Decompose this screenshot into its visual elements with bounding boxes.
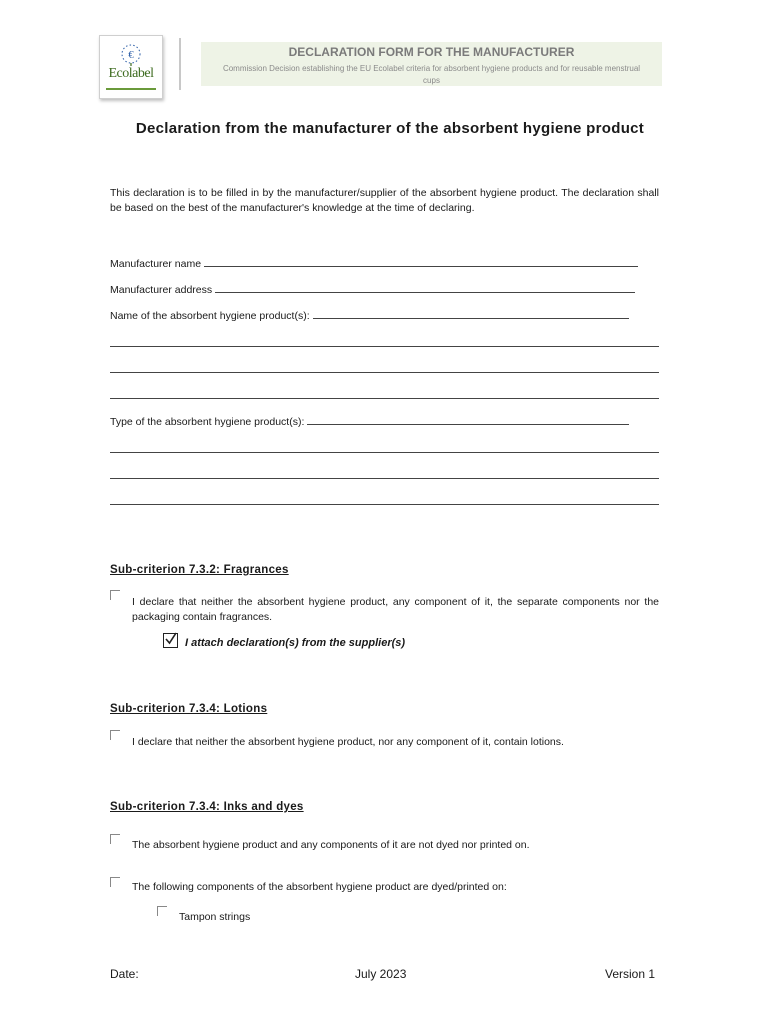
svg-text:€: € — [128, 49, 134, 61]
eu-flower-icon — [116, 42, 146, 66]
tampon-strings-checkbox[interactable] — [157, 906, 167, 916]
header-banner — [201, 42, 662, 86]
product-names-line-2[interactable] — [110, 346, 659, 347]
checkmark-icon — [164, 632, 178, 646]
page-title: Declaration from the manufacturer of the absorbent hygiene product — [135, 120, 645, 137]
fragrances-declare-text: I declare that neither the absorbent hygiene product, any component of it, the separate components nor the packaging contain fragrances. — [132, 596, 659, 623]
inks-option1-text: The absorbent hygiene product and any components of it are not dyed nor printed on. — [132, 839, 530, 851]
manufacturer-address-label: Manufacturer address — [110, 284, 213, 296]
footer-version: Version 1 — [605, 967, 656, 981]
product-names-line-3[interactable] — [110, 372, 659, 373]
inks-option1-checkbox[interactable] — [110, 834, 120, 844]
fragrances-declare-checkbox[interactable] — [110, 590, 120, 600]
inks-heading: Sub-criterion 7.3.4: Inks and dyes — [110, 801, 304, 813]
product-names-line[interactable] — [313, 309, 629, 319]
banner-subtitle: Commission Decision establishing the EU Ecolabel criteria for absorbent hygiene products and for reusable menstrual cups — [222, 64, 641, 85]
product-types-field[interactable] — [110, 415, 659, 428]
lotions-heading: Sub-criterion 7.3.4: Lotions — [110, 703, 268, 715]
banner-title: DECLARATION FORM FOR THE MANUFACTURER — [288, 45, 575, 59]
manufacturer-address-field[interactable] — [110, 283, 659, 296]
lotions-declare-checkbox[interactable] — [110, 730, 120, 740]
inks-option2-checkbox[interactable] — [110, 877, 120, 887]
product-types-line-4[interactable] — [110, 504, 659, 505]
logo-wordmark: Ecolabel — [108, 66, 154, 81]
fragrances-attach-checkbox[interactable] — [163, 633, 178, 648]
product-names-label: Name of the absorbent hygiene product(s): — [110, 310, 310, 322]
fragrances-attach-text: I attach declaration(s) from the supplier(s) — [185, 637, 406, 649]
intro-paragraph: This declaration is to be filled in by the manufacturer/supplier of the absorbent hygiene product. The declaration shall be based on the best of the manufacturer's knowledge at the time of declaring. — [110, 187, 659, 214]
manufacturer-address-line[interactable] — [215, 283, 635, 293]
product-names-line-4[interactable] — [110, 398, 659, 399]
product-types-line-2[interactable] — [110, 452, 659, 453]
product-types-label: Type of the absorbent hygiene product(s): — [110, 416, 305, 428]
product-types-line-3[interactable] — [110, 478, 659, 479]
fragrances-heading: Sub-criterion 7.3.2: Fragrances — [110, 564, 289, 576]
product-types-line[interactable] — [307, 415, 629, 425]
lotions-declare-text: I declare that neither the absorbent hygiene product, nor any component of it, contain lotions. — [132, 736, 564, 748]
inks-option2-text: The following components of the absorbent hygiene product are dyed/printed on: — [132, 881, 507, 893]
tampon-strings-text: Tampon strings — [179, 911, 251, 923]
footer-date-label: Date: — [110, 967, 139, 981]
header-divider — [179, 38, 181, 90]
manufacturer-name-field[interactable] — [110, 257, 659, 270]
footer-date-value: July 2023 — [355, 967, 407, 981]
manufacturer-name-label: Manufacturer name — [110, 258, 202, 270]
product-names-field[interactable] — [110, 309, 659, 322]
manufacturer-name-line[interactable] — [204, 257, 638, 267]
logo-underline — [106, 88, 156, 90]
ecolabel-logo — [99, 35, 163, 99]
